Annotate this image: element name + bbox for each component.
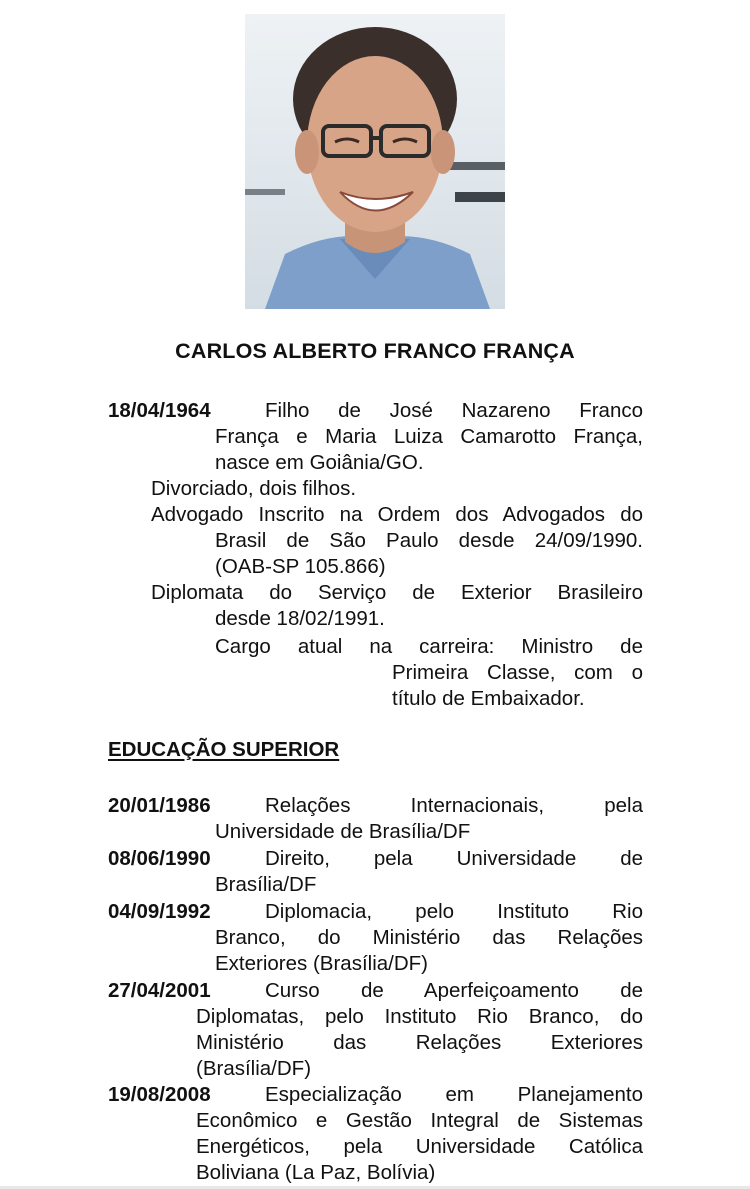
edu-date: 19/08/2008	[108, 1083, 211, 1106]
advogado-line-1: Advogado Inscrito na Ordem dos Advogados do	[151, 503, 643, 526]
edu-line: Energéticos, pela Universidade Católica	[196, 1135, 643, 1158]
cargo-line-1: Cargo atual na carreira: Ministro de	[215, 635, 643, 658]
diplomata-line-1: Diplomata do Serviço de Exterior Brasileiro	[151, 581, 643, 604]
edu-line: Ministério das Relações Exteriores	[196, 1031, 643, 1054]
edu-date: 20/01/1986	[108, 794, 211, 817]
person-name: CARLOS ALBERTO FRANCO FRANÇA	[175, 339, 575, 363]
portrait-image	[245, 14, 505, 309]
birth-line-2: França e Maria Luiza Camarotto França,	[215, 425, 643, 448]
edu-line: Diplomacia, pelo Instituto Rio	[265, 900, 643, 923]
edu-line: Econômico e Gestão Integral de Sistemas	[196, 1109, 643, 1132]
edu-line: (Brasília/DF)	[196, 1057, 312, 1080]
edu-line: Especialização em Planejamento	[265, 1083, 643, 1106]
education-heading: EDUCAÇÃO SUPERIOR	[108, 738, 340, 761]
cargo-line-3: título de Embaixador.	[392, 687, 585, 710]
advogado-line-3: (OAB-SP 105.866)	[215, 555, 386, 578]
cargo-line-2: Primeira Classe, com o	[392, 661, 643, 684]
edu-line: Diplomatas, pelo Instituto Rio Branco, do	[196, 1005, 643, 1028]
birth-line-3: nasce em Goiânia/GO.	[215, 451, 424, 474]
edu-date: 27/04/2001	[108, 979, 211, 1002]
edu-date: 08/06/1990	[108, 847, 211, 870]
advogado-line-2: Brasil de São Paulo desde 24/09/1990.	[215, 529, 643, 552]
edu-line: Relações Internacionais, pela	[265, 794, 643, 817]
edu-line: Exteriores (Brasília/DF)	[215, 952, 429, 975]
edu-line: Universidade de Brasília/DF	[215, 820, 471, 843]
edu-date: 04/09/1992	[108, 900, 211, 923]
edu-line: Branco, do Ministério das Relações	[215, 926, 643, 949]
diplomata-line-2: desde 18/02/1991.	[215, 607, 385, 630]
portrait-photo	[245, 14, 505, 309]
birth-date: 18/04/1964	[108, 399, 211, 422]
edu-line: Curso de Aperfeiçoamento de	[265, 979, 643, 1002]
birth-line-1: Filho de José Nazareno Franco	[265, 399, 643, 422]
edu-line: Direito, pela Universidade de	[265, 847, 643, 870]
civil-status: Divorciado, dois filhos.	[151, 477, 357, 500]
edu-line: Boliviana (La Paz, Bolívia)	[196, 1161, 436, 1184]
edu-line: Brasília/DF	[215, 873, 317, 896]
